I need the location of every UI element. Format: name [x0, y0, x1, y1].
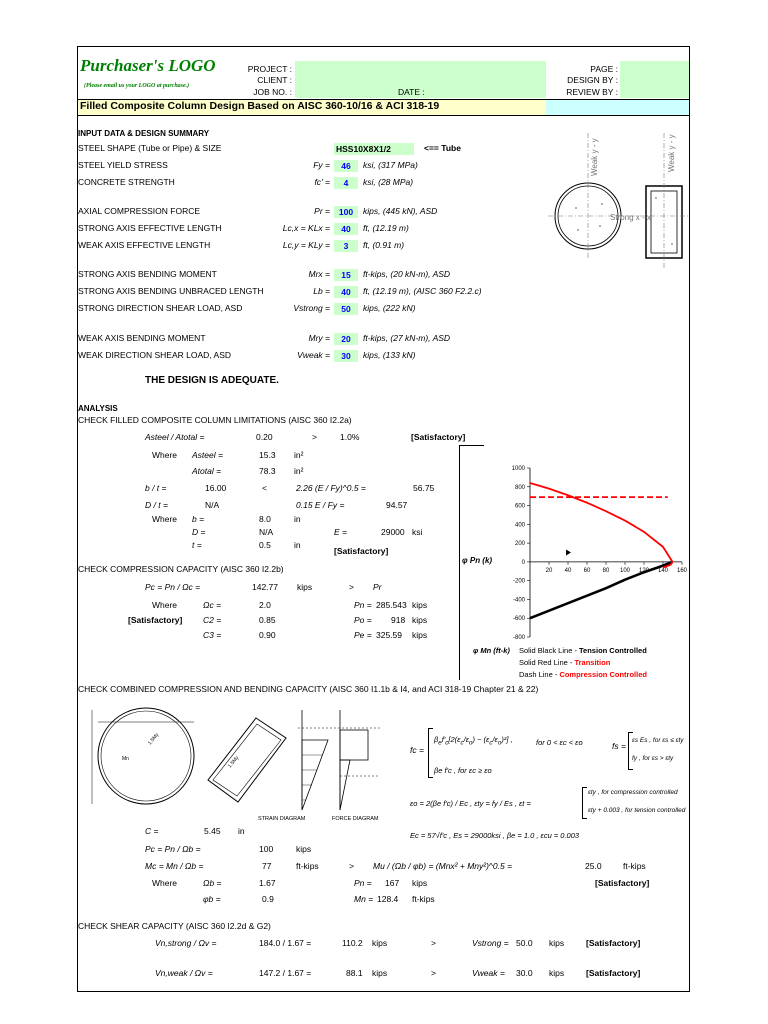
title-bar-right — [546, 99, 689, 116]
legend-compression — [519, 670, 647, 679]
chart-ytick-label-9: -800 — [512, 635, 525, 641]
project-label: PROJECT : — [247, 64, 292, 74]
svg-text:1.5My: 1.5My — [146, 731, 161, 747]
stress-strain-diagrams — [80, 700, 400, 822]
chart-ytick-label-6: -200 — [512, 578, 525, 585]
chart-xtick-label-6: 120 — [638, 567, 650, 574]
force-diagram — [340, 710, 380, 810]
c-sym: C = — [145, 826, 159, 836]
dt-value: N/A — [205, 500, 220, 510]
bt-limit-expr: 2.26 (E / Fy)^0.5 = — [296, 483, 366, 493]
vweak-rval: 30.0 — [516, 968, 533, 978]
weak-axis-label: Weak y - y — [590, 138, 599, 176]
input-unit-4: ft, (12.19 m) — [363, 223, 409, 233]
tube-section — [630, 133, 690, 268]
chart-ytick-label-3: 400 — [514, 522, 525, 529]
input-symbol-4: Lc,x = KLx = — [282, 223, 330, 233]
chart-ytick-label-2: 600 — [514, 503, 525, 510]
fc-case2: βe f'c , for εc ≥ εo — [434, 766, 492, 775]
input-label-0: STEEL SHAPE (Tube or Pipe) & SIZE — [78, 143, 222, 153]
fc-case1: for 0 < εc < εo — [536, 738, 583, 747]
input-unit-5: ft, (0.91 m) — [363, 240, 405, 250]
shear-title: CHECK SHEAR CAPACITY (AISC 360 I2.2d & G2) — [78, 921, 271, 931]
e-unit: ksi — [412, 527, 423, 537]
chart-xtick-label-5: 100 — [619, 567, 631, 574]
omb-sym: Ωb = — [203, 878, 222, 888]
mc-op: > — [349, 861, 354, 871]
chart-xlabel: φ Mn (ft-k) — [473, 646, 510, 655]
b-sym: b = — [192, 514, 205, 524]
chart-xtick-label-8: 160 — [676, 567, 688, 574]
chart-ytick-label-5: 0 — [521, 559, 525, 566]
vweak-value: 88.1 — [346, 968, 363, 978]
input-label-5: WEAK AXIS EFFECTIVE LENGTH — [78, 240, 211, 250]
combined-status: [Satisfactory] — [595, 878, 650, 888]
vstrong-runit: kips — [549, 938, 565, 948]
reviewby-label: REVIEW BY : — [566, 87, 618, 97]
fs-eq-left: fs = — [612, 741, 626, 751]
input-unit-6: ft-kips, (20 kN-m), ASD — [363, 269, 451, 279]
c2-value: 0.85 — [259, 615, 276, 625]
e-sym: E = — [334, 527, 347, 537]
client-label: CLIENT : — [257, 75, 292, 85]
logo-note: (Please email us your LOGO at purchase.) — [84, 83, 190, 89]
chart-ytick-label-7: -400 — [512, 597, 525, 604]
legend-transition-prefix: Solid Red Line - — [519, 658, 575, 667]
mn-value: 128.4 — [377, 894, 399, 904]
input-value-2-input[interactable]: 4 — [334, 177, 358, 189]
date-label: DATE : — [398, 87, 425, 97]
vstrong-op: > — [431, 938, 436, 948]
vweak-runit: kips — [549, 968, 565, 978]
pcb-unit: kips — [296, 844, 312, 854]
combined-title: CHECK COMBINED COMPRESSION AND BENDING CAPACITY (AISC 360 I1.1b & I4, and ACI 318-19 Chapter 21 & 22) — [78, 684, 539, 694]
input-unit-10: kips, (133 kN) — [363, 350, 416, 360]
force-diagram-label: FORCE DIAGRAM — [332, 816, 379, 822]
input-value-10-input[interactable]: 30 — [334, 350, 358, 362]
section-diagrams — [548, 128, 690, 276]
where-label-4: Where — [152, 878, 178, 888]
omega-value: 2.0 — [259, 600, 271, 610]
chart-ylabel: φ Pn (k) — [462, 556, 493, 565]
chart-xtick-label-7: 140 — [657, 567, 669, 574]
pc-unit: kips — [297, 582, 313, 592]
vstrong-value: 110.2 — [342, 938, 363, 948]
input-unit-2: ksi, (28 MPa) — [363, 177, 414, 187]
input-label-6: STRONG AXIS BENDING MOMENT — [78, 269, 217, 279]
legend-tension-label: Tension Controlled — [579, 646, 647, 655]
interaction-diagram — [460, 460, 690, 645]
legend-transition — [519, 658, 610, 667]
page-label: PAGE : — [590, 64, 618, 74]
input-symbol-1: Fy = — [313, 160, 330, 170]
input-value-8-input[interactable]: 50 — [334, 303, 358, 315]
where-label-1: Where — [152, 450, 178, 460]
where-label-2: Where — [152, 514, 178, 524]
vstrong-unit: kips — [372, 938, 388, 948]
fs-case2: fy , for εs > εty — [632, 755, 674, 762]
chart-series-1 — [530, 483, 673, 568]
c3-sym: C3 = — [203, 630, 222, 640]
pe-unit: kips — [412, 630, 428, 640]
eo-eq: εo = 2(βe f'c) / Ec , εty = fy / Es , εt = — [410, 799, 531, 808]
e-value: 29000 — [381, 527, 405, 537]
pnb-value: 167 — [385, 878, 400, 888]
mc-sym: Mc = Mn / Ωb = — [145, 861, 204, 871]
input-symbol-7: Lb = — [313, 286, 330, 296]
t-unit: in — [294, 540, 301, 550]
input-label-10: WEAK DIRECTION SHEAR LOAD, ASD — [78, 350, 232, 360]
pcb-sym: Pc = Pn / Ωb = — [145, 844, 201, 854]
input-value-5-input[interactable]: 3 — [334, 240, 358, 252]
c2-sym: C2 = — [203, 615, 222, 625]
input-label-9: WEAK AXIS BENDING MOMENT — [78, 333, 206, 343]
designby-label: DESIGN BY : — [567, 75, 618, 85]
input-symbol-9: Mry = — [308, 333, 330, 343]
vstrong-expr: 184.0 / 1.67 = — [259, 938, 312, 948]
input-value-3-input[interactable]: 100 — [334, 206, 358, 218]
pcb-value: 100 — [259, 844, 274, 854]
limits-title: CHECK FILLED COMPOSITE COLUMN LIMITATIONS (AISC 360 I2.2a) — [78, 415, 352, 425]
input-value-7-input[interactable]: 40 — [334, 286, 358, 298]
comp-title: CHECK COMPRESSION CAPACITY (AISC 360 I2.2b) — [78, 564, 284, 574]
comp-status: [Satisfactory] — [128, 615, 183, 625]
legend-tension-prefix: Solid Black Line - — [519, 646, 580, 655]
legend-transition-label: Transition — [574, 658, 611, 667]
input-label-2: CONCRETE STRENGTH — [78, 177, 175, 187]
dt-limit-value: 94.57 — [386, 500, 408, 510]
asteel-value: 15.3 — [259, 450, 276, 460]
b-unit: in — [294, 514, 301, 524]
mc-value: 77 — [262, 861, 272, 871]
c-unit: in — [238, 826, 245, 836]
legend-compression-label: Compression Controlled — [559, 670, 647, 679]
input-symbol-5: Lc,y = KLy = — [282, 240, 330, 250]
bt-limit-value: 56.75 — [413, 483, 435, 493]
fs-case1: εs Es , for εs ≤ εty — [632, 737, 684, 744]
chart-xtick-label-4: 80 — [602, 567, 610, 574]
atotal-unit: in² — [294, 466, 304, 476]
pe-value: 325.59 — [376, 630, 402, 640]
bt-op: < — [262, 483, 267, 493]
dt-limit-expr: 0.15 E / Fy = — [296, 500, 345, 510]
legend-compression-prefix: Dash Line - — [519, 670, 560, 679]
input-value-9-input[interactable]: 20 — [334, 333, 358, 345]
asteel-sym: Asteel = — [192, 450, 223, 460]
phb-value: 0.9 — [262, 894, 274, 904]
t-sym: t = — [192, 540, 202, 550]
vstrong-rsym: Vstrong = — [472, 938, 509, 948]
c3-value: 0.90 — [259, 630, 276, 640]
et-case1: εty , for compression controlled — [588, 789, 678, 796]
input-unit-1: ksi, (317 MPa) — [363, 160, 418, 170]
fc-eq-expr: $\beta_ef'_c[2(\varepsilon_c/\varepsilon_o) - (\varepsilon_c/\varepsilon_o)^2]$ , — [434, 735, 513, 747]
chart-ytick-label-0: 1000 — [511, 466, 525, 472]
purchaser-logo: Purchaser's LOGO — [80, 56, 216, 75]
svg-text:Mn: Mn — [122, 756, 129, 762]
input-unit-8: kips, (222 kN) — [363, 303, 416, 313]
omega-sym: Ωc = — [203, 600, 222, 610]
strong-axis-label: Strong x - x — [610, 213, 651, 222]
input-unit-3: kips, (445 kN), ASD — [363, 206, 438, 216]
mu-value: 25.0 — [585, 861, 602, 871]
pn-unit: kips — [412, 600, 428, 610]
et-brace — [582, 787, 587, 819]
weak-axis-label-2: Weak y - y — [667, 134, 676, 172]
input-label-8: STRONG DIRECTION SHEAR LOAD, ASD — [78, 303, 243, 313]
d-sym: D = — [192, 527, 206, 537]
vstrong-rval: 50.0 — [516, 938, 533, 948]
input-label-1: STEEL YIELD STRESS — [78, 160, 168, 170]
omb-value: 1.67 — [259, 878, 276, 888]
b-value: 8.0 — [259, 514, 271, 524]
mu-unit: ft-kips — [623, 861, 646, 871]
pe-sym: Pe = — [354, 630, 372, 640]
pipe-section — [548, 133, 630, 258]
input-label-7: STRONG AXIS BENDING UNBRACED LENGTH — [78, 286, 264, 296]
ratio-op: > — [312, 432, 317, 442]
ratio-label: Asteel / Atotal = — [145, 432, 205, 442]
phb-sym: φb = — [203, 894, 221, 904]
atotal-sym: Atotal = — [192, 466, 222, 476]
strain-diagram-label: STRAIN DIAGRAM — [258, 816, 306, 822]
pc-sym: Pc = Pn / Ωc = — [145, 582, 201, 592]
input-symbol-2: fc' = — [314, 177, 330, 187]
dt-sym: D / t = — [145, 500, 168, 510]
mn-sym: Mn = — [354, 894, 374, 904]
ratio-value: 0.20 — [256, 432, 273, 442]
pc-value: 142.77 — [252, 582, 278, 592]
bt-sym: b / t = — [145, 483, 167, 493]
input-unit-9: ft-kips, (27 kN-m), ASD — [363, 333, 451, 343]
fc-eq-left: fc = — [410, 745, 424, 755]
vweak-status: [Satisfactory] — [586, 968, 641, 978]
vweak-unit: kips — [372, 968, 388, 978]
mc-unit: ft-kips — [296, 861, 319, 871]
atotal-value: 78.3 — [259, 466, 276, 476]
pn-sym: Pn = — [354, 600, 372, 610]
svg-text:1.5My: 1.5My — [226, 754, 241, 770]
asteel-unit: in² — [294, 450, 304, 460]
mn-unit: ft-kips — [412, 894, 435, 904]
jobno-label: JOB NO. : — [253, 87, 292, 97]
pnb-unit: kips — [412, 878, 428, 888]
circle-section — [92, 708, 194, 804]
fc-brace — [428, 728, 433, 778]
vweak-sym: Vn,weak / Ωv = — [155, 968, 213, 978]
vweak-rsym: Vweak = — [472, 968, 505, 978]
vstrong-sym: Vn,strong / Ωv = — [155, 938, 217, 948]
pnb-sym: Pn = — [354, 878, 372, 888]
analysis-heading: ANALYSIS — [78, 404, 118, 413]
input-symbol-3: Pr = — [314, 206, 330, 216]
rect-section — [208, 718, 286, 802]
steel-shape-input[interactable]: HSS10X8X1/2 — [334, 143, 414, 155]
t-value: 0.5 — [259, 540, 271, 550]
bt-value: 16.00 — [205, 483, 227, 493]
pc-rhs: Pr — [373, 582, 382, 592]
chart-divider-top — [459, 445, 484, 446]
mu-expr: Mu / (Ωb / φb) = (Mnx² + Mny²)^0.5 = — [373, 861, 513, 871]
page-field[interactable] — [620, 61, 689, 98]
ratio-limit: 1.0% — [340, 432, 360, 442]
vweak-op: > — [431, 968, 436, 978]
chart-ytick-label-1: 800 — [514, 484, 525, 491]
limits-status: [Satisfactory] — [334, 546, 389, 556]
input-label-3: AXIAL COMPRESSION FORCE — [78, 206, 201, 216]
et-case2: εty + 0.003 , for tension controlled — [588, 807, 686, 814]
ratio-status: [Satisfactory] — [411, 432, 466, 442]
input-symbol-8: Vstrong = — [293, 303, 330, 313]
chart-xtick-label-1: 20 — [545, 567, 553, 574]
c-value: 5.45 — [204, 826, 221, 836]
pn-value: 285.543 — [376, 600, 407, 610]
d-value: N/A — [259, 527, 274, 537]
where-label-3: Where — [152, 600, 178, 610]
input-value-6-input[interactable]: 15 — [334, 269, 358, 281]
input-symbol-10: Vweak = — [297, 350, 330, 360]
input-value-4-input[interactable]: 40 — [334, 223, 358, 235]
input-value-1-input[interactable]: 46 — [334, 160, 358, 172]
pc-op: > — [349, 582, 354, 592]
input-heading: INPUT DATA & DESIGN SUMMARY — [78, 129, 210, 138]
chart-ytick-label-8: -600 — [512, 616, 525, 623]
input-unit-7: ft, (12.19 m), (AISC 360 F2.2.c) — [363, 286, 482, 296]
page-title: Filled Composite Column Design Based on AISC 360-10/16 & ACI 318-19 — [80, 100, 440, 112]
chart-load-point — [566, 550, 571, 556]
legend-tension — [519, 646, 647, 655]
vweak-expr: 147.2 / 1.67 = — [259, 968, 312, 978]
chart-xtick-label-3: 60 — [583, 567, 591, 574]
vstrong-status: [Satisfactory] — [586, 938, 641, 948]
po-unit: kips — [412, 615, 428, 625]
input-label-4: STRONG AXIS EFFECTIVE LENGTH — [78, 223, 222, 233]
steel-type-note: <== Tube — [424, 143, 461, 153]
po-sym: Po = — [354, 615, 372, 625]
input-symbol-6: Mrx = — [308, 269, 330, 279]
po-value: 918 — [391, 615, 406, 625]
chart-xtick-label-2: 40 — [564, 567, 572, 574]
chart-ytick-label-4: 200 — [514, 541, 525, 548]
design-result: THE DESIGN IS ADEQUATE. — [145, 375, 279, 386]
ec-eq: Ec = 57√f'c , Es = 29000ksi , βe = 1.0 , εcu = 0.003 — [410, 831, 580, 840]
